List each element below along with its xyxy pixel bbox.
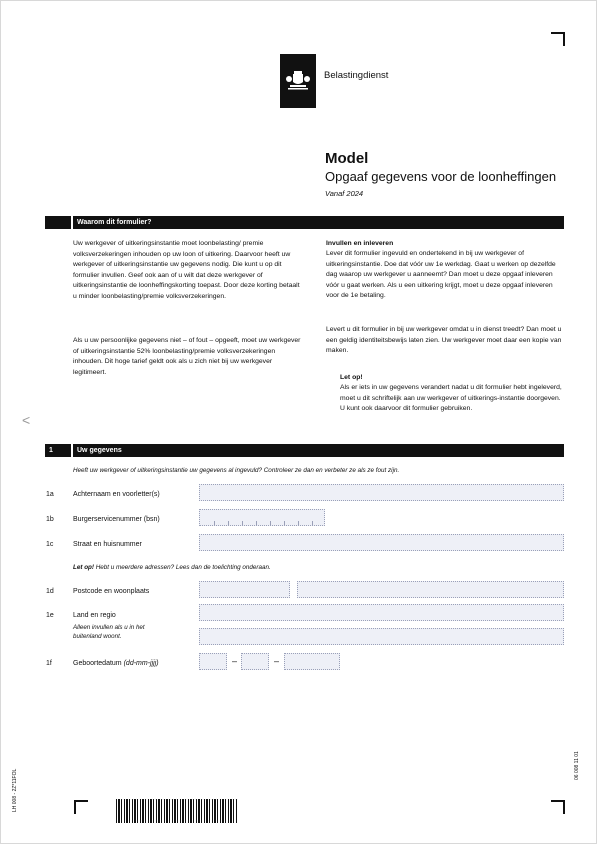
logo-emblem [280, 54, 316, 108]
bar-separator [71, 444, 73, 457]
street-field[interactable] [199, 534, 564, 551]
logo-text: Belastingdienst [324, 70, 389, 81]
letop-text: Als er iets in uw gegevens verandert nadat u dit formulier hebt ingeleverd, moet u dit schriftelijk aan uw werkgever of uitkerings-instantie doorgeven. U kunt ook daarvoor dit formulier gebruiken. [340, 384, 562, 413]
section-bar-1 [45, 444, 564, 457]
region-field[interactable] [199, 628, 564, 645]
intro-paragraph-2: Als u uw persoonlijke gegevens niet – of fout – opgeeft, moet uw werkgever of uitkeringsinstantie 52% loonbelasting/premie volksverzekeringen inhouden. Dit hoge tarief geldt ook als u zich niet bij uw werkgever legitimeert. [73, 337, 301, 376]
address-note [73, 564, 271, 571]
address-note-letop: Let op! [73, 564, 94, 571]
birth-day-field[interactable] [199, 653, 227, 670]
instructions-paragraph-2: Levert u dit formulier in bij uw werkgever omdat u in dienst treedt? Dan moet u een geldig identiteitsbewijs laten zien. Uw werkgever moet daar een kopie van maken. [326, 326, 562, 355]
row-label-birthdate [73, 660, 159, 667]
row-label-postcode: Postcode en woonplaats [73, 588, 150, 595]
form-code-right: 06 008 11 01 [574, 751, 580, 780]
birthdate-label: Geboortedatum [73, 660, 122, 667]
bsn-digit-divider [312, 521, 313, 525]
corner-mark-top-right [551, 32, 565, 46]
postcode-field[interactable] [199, 581, 290, 598]
country-field[interactable] [199, 604, 564, 621]
page-subtitle: Opgaaf gegevens voor de loonheffingen [325, 169, 557, 184]
row-number: 1b [46, 516, 54, 523]
valid-since: Vanaf 2024 [325, 189, 364, 198]
bsn-digit-divider [270, 521, 271, 525]
row-label-name: Achternaam en voorletter(s) [73, 491, 160, 498]
bsn-digit-divider [298, 521, 299, 525]
name-field[interactable] [199, 484, 564, 501]
date-separator: – [274, 656, 280, 666]
bsn-digit-divider [256, 521, 257, 525]
intro-paragraph-1: Uw werkgever of uitkeringsinstantie moet loonbelasting/ premie volksverzekeringen inhouden op uw loon of uitkering. Daarvoor heeft uw werkgever of uitkeringsinstantie uw gegevens nodig. Die kunt u op dit formulier invullen. Geef ook aan of u wilt dat deze werkgever of uitkeringsinstantie de loonheffingskorting toepast. Door deze korting betaalt u minder loonbelasting/premie volksverzekeringen. [73, 240, 300, 300]
form-code-left: LH 008 - 2Z*11FOL [12, 768, 18, 812]
instructions-paragraph-1: Lever dit formulier ingevuld en ondertekend in bij uw werkgever of uitkeringsinstantie. Doe dat vóór uw 1e werkdag. Gaat u werken op dezelfde dag waarop uw werkgever u aanneemt? Dan moet u deze opgaaf inleveren vóór u gaat werken. Als u een uitkering krijgt, moet u deze opgaaf inleveren voor de 1e betaling. [326, 250, 556, 300]
corner-mark-bottom-left [74, 800, 88, 814]
bsn-digit-divider [228, 521, 229, 525]
birth-year-field[interactable] [284, 653, 340, 670]
row-label-bsn: Burgerservicenummer (bsn) [73, 516, 160, 523]
row-number: 1c [46, 541, 54, 548]
bsn-digit-divider [214, 521, 215, 525]
bar-separator [71, 216, 73, 229]
section-bar-label: Uw gegevens [77, 447, 122, 454]
section-number: 1 [49, 447, 53, 454]
instructions-heading: Invullen en inleveren [326, 240, 394, 247]
page-title: Model [325, 150, 369, 167]
address-note-text: Hebt u meerdere adressen? Lees dan de toelichting onderaan. [94, 564, 271, 571]
bsn-digit-divider [284, 521, 285, 525]
section-bar-label: Waarom dit formulier? [77, 219, 152, 226]
birth-month-field[interactable] [241, 653, 269, 670]
section-help-text: Heeft uw werkgever of uitkeringsinstantie uw gegevens al ingevuld? Controleer ze dan en verbeter ze als ze fout zijn. [73, 467, 400, 474]
corner-mark-bottom-right [551, 800, 565, 814]
row-label-street: Straat en huisnummer [73, 541, 142, 548]
row-number: 1e [46, 612, 54, 619]
bsn-field[interactable] [199, 509, 325, 526]
date-separator: – [232, 656, 238, 666]
row-label-country: Land en regio [73, 612, 116, 619]
bsn-digit-divider [242, 521, 243, 525]
row-number: 1d [46, 588, 54, 595]
country-note: Alleen invullen als u in het buitenland woont. [73, 624, 145, 640]
crest-icon [280, 54, 316, 108]
section-bar-intro [45, 216, 564, 229]
row-number: 1f [46, 660, 52, 667]
chevron-left-icon: < [22, 412, 31, 428]
letop-heading: Let op! [340, 374, 363, 381]
row-number: 1a [46, 491, 54, 498]
birthdate-format: (dd-mm-jjjj) [121, 660, 159, 667]
barcode [116, 799, 238, 823]
city-field[interactable] [297, 581, 564, 598]
